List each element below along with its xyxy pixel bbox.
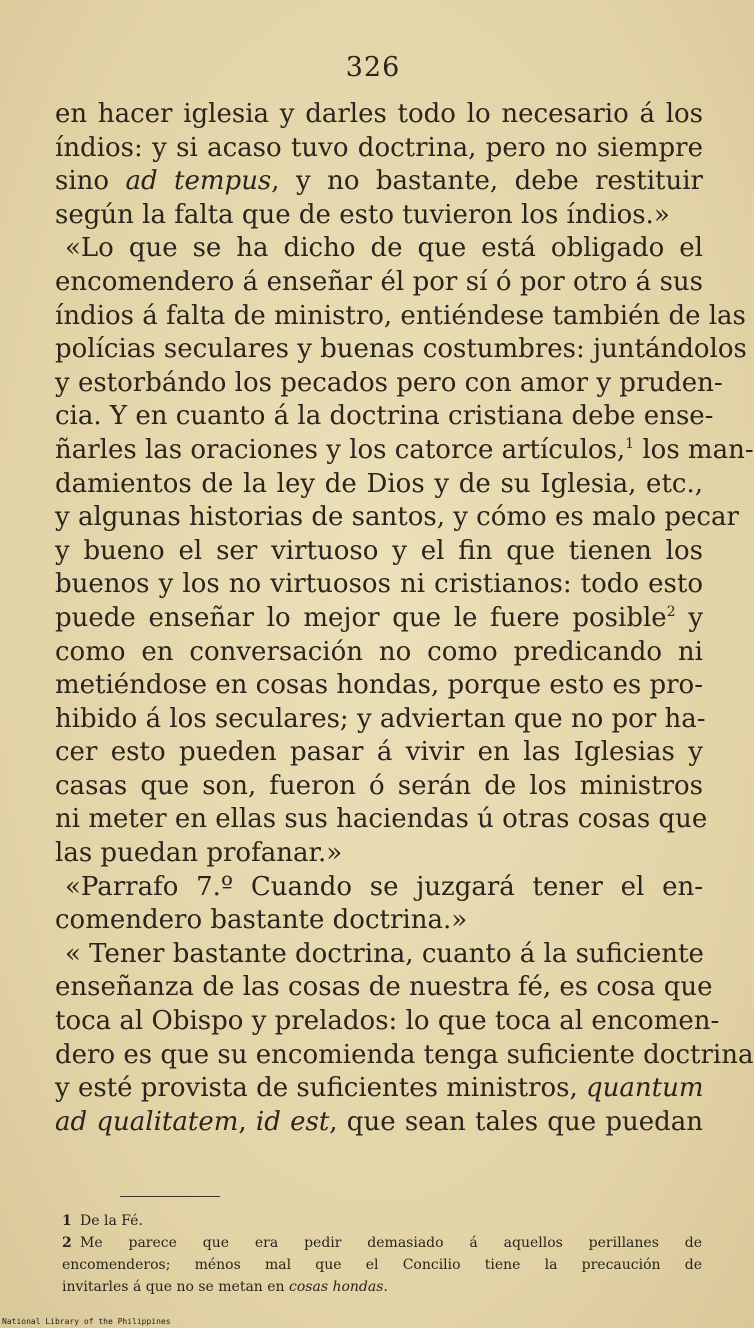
line-text: y xyxy=(675,602,704,633)
text-line xyxy=(55,165,703,199)
footnote-number: 1 xyxy=(62,1213,72,1229)
line-text: cia. Y en cuanto á la doctrina cristiana debe ense- xyxy=(55,401,714,432)
line-text: « Tener bastante doctrina, cuanto á la suficiente xyxy=(65,938,704,969)
line-text: polícias seculares y buenas costumbres: juntándolos xyxy=(55,334,747,365)
footnote-line xyxy=(62,1254,702,1276)
italic-phrase: id est xyxy=(255,1106,330,1137)
text-line xyxy=(55,501,739,535)
text-line xyxy=(55,1005,720,1039)
line-text: ni meter en ellas sus haciendas ú otras cosas que xyxy=(55,804,708,835)
line-text: encomendero á enseñar él por sí ó por otro á sus xyxy=(55,266,703,297)
footnote-divider xyxy=(120,1196,220,1197)
line-text: metiéndose en cosas hondas, porque esto es pro- xyxy=(55,670,703,701)
line-text: índios: y si acaso tuvo doctrina, pero no siempre xyxy=(55,132,703,163)
line-text: y bueno el ser virtuoso y el fin que tienen los xyxy=(55,535,703,566)
text-line xyxy=(55,904,703,938)
italic-phrase: cosas hondas xyxy=(289,1279,384,1295)
footnote-ref: 1 xyxy=(625,435,635,452)
text-line xyxy=(55,602,703,636)
text-line xyxy=(55,669,703,703)
text-line xyxy=(55,98,703,132)
line-text: ñarles las oraciones y los catorce artículos, xyxy=(55,434,626,465)
line-text: . xyxy=(383,1279,388,1295)
line-text: y esté provista de suficientes ministros, xyxy=(55,1073,587,1104)
footnote-ref: 2 xyxy=(666,603,676,620)
line-text: dero es que su encomienda tenga suficiente doctrina xyxy=(55,1039,754,1070)
text-line xyxy=(55,938,703,972)
line-text: encomenderos; ménos mal que el Concilio tiene la precaución de xyxy=(62,1257,702,1273)
text-line xyxy=(55,703,706,737)
text-line xyxy=(55,736,703,770)
page-number: 326 xyxy=(345,52,401,83)
footnote-line xyxy=(62,1276,702,1298)
line-text: según la falta que de esto tuvieron los índios.» xyxy=(55,199,670,230)
line-text: De la Fé. xyxy=(80,1213,143,1229)
text-line xyxy=(55,1039,754,1073)
italic-phrase: ad qualitatem xyxy=(55,1106,239,1137)
text-line xyxy=(55,636,703,670)
line-text: , que sean tales que puedan xyxy=(329,1106,703,1137)
line-text: comendero bastante doctrina.» xyxy=(55,905,468,936)
text-line xyxy=(55,468,703,502)
line-text: los man- xyxy=(634,434,754,465)
line-text: Me parece que era pedir demasiado á aquellos perillanes de xyxy=(80,1235,702,1251)
text-line xyxy=(55,434,754,468)
text-line xyxy=(55,300,746,334)
text-line xyxy=(55,568,703,602)
line-text: y estorbándo los pecados pero con amor y pruden- xyxy=(55,367,723,398)
line-text: «Parrafo 7.º Cuando se juzgará tener el en- xyxy=(65,871,703,902)
line-text: hibido á los seculares; y adviertan que no por ha- xyxy=(55,703,706,734)
text-line xyxy=(55,367,723,401)
line-text: índios á falta de ministro, entiéndese también de las xyxy=(55,300,746,331)
footnote-line xyxy=(62,1210,702,1232)
line-text: puede enseñar lo mejor que le fuere posible xyxy=(55,602,667,633)
line-text: buenos y los no virtuosos ni cristianos: todo esto xyxy=(55,569,703,600)
body-text xyxy=(55,98,754,1139)
text-line xyxy=(55,535,703,569)
text-line xyxy=(55,1072,703,1106)
footnote-line xyxy=(62,1232,702,1254)
line-text: casas que son, fueron ó serán de los ministros xyxy=(55,770,703,801)
text-line xyxy=(55,1106,703,1140)
line-text: como en conversación no como predicando ni xyxy=(55,636,703,667)
text-line xyxy=(55,837,703,871)
text-line xyxy=(55,770,703,804)
line-text: «Lo que se ha dicho de que está obligado el xyxy=(65,233,703,264)
italic-phrase: ad tempus xyxy=(125,166,272,197)
line-text: sino xyxy=(55,166,126,197)
line-text: cer esto pueden pasar á vivir en las Iglesias y xyxy=(55,737,703,768)
text-line xyxy=(55,871,703,905)
line-text: las puedan profanar.» xyxy=(55,838,343,869)
text-line xyxy=(55,803,708,837)
text-line xyxy=(55,199,703,233)
footnotes xyxy=(62,1210,702,1298)
line-text: en hacer iglesia y darles todo lo necesario á los xyxy=(55,99,703,129)
line-text: , xyxy=(238,1106,256,1137)
text-line xyxy=(55,132,703,166)
line-text: y algunas historias de santos, y cómo es malo pecar xyxy=(55,502,739,533)
library-footer: National Library of the Philippines xyxy=(2,1317,171,1326)
line-text: enseñanza de las cosas de nuestra fé, es cosa que xyxy=(55,972,713,1003)
text-line xyxy=(55,400,714,434)
text-line xyxy=(55,971,713,1005)
text-line xyxy=(55,266,703,300)
line-text: invitarles á que no se metan en xyxy=(62,1279,290,1295)
footnote-number: 2 xyxy=(62,1235,72,1251)
line-text: damientos de la ley de Dios y de su Iglesia, etc., xyxy=(55,468,703,499)
line-text: toca al Obispo y prelados: lo que toca al encomen- xyxy=(55,1006,720,1037)
text-line xyxy=(55,232,703,266)
line-text: , y no bastante, debe restituir xyxy=(271,166,703,197)
text-line xyxy=(55,333,747,367)
italic-phrase: quantum xyxy=(586,1073,704,1104)
